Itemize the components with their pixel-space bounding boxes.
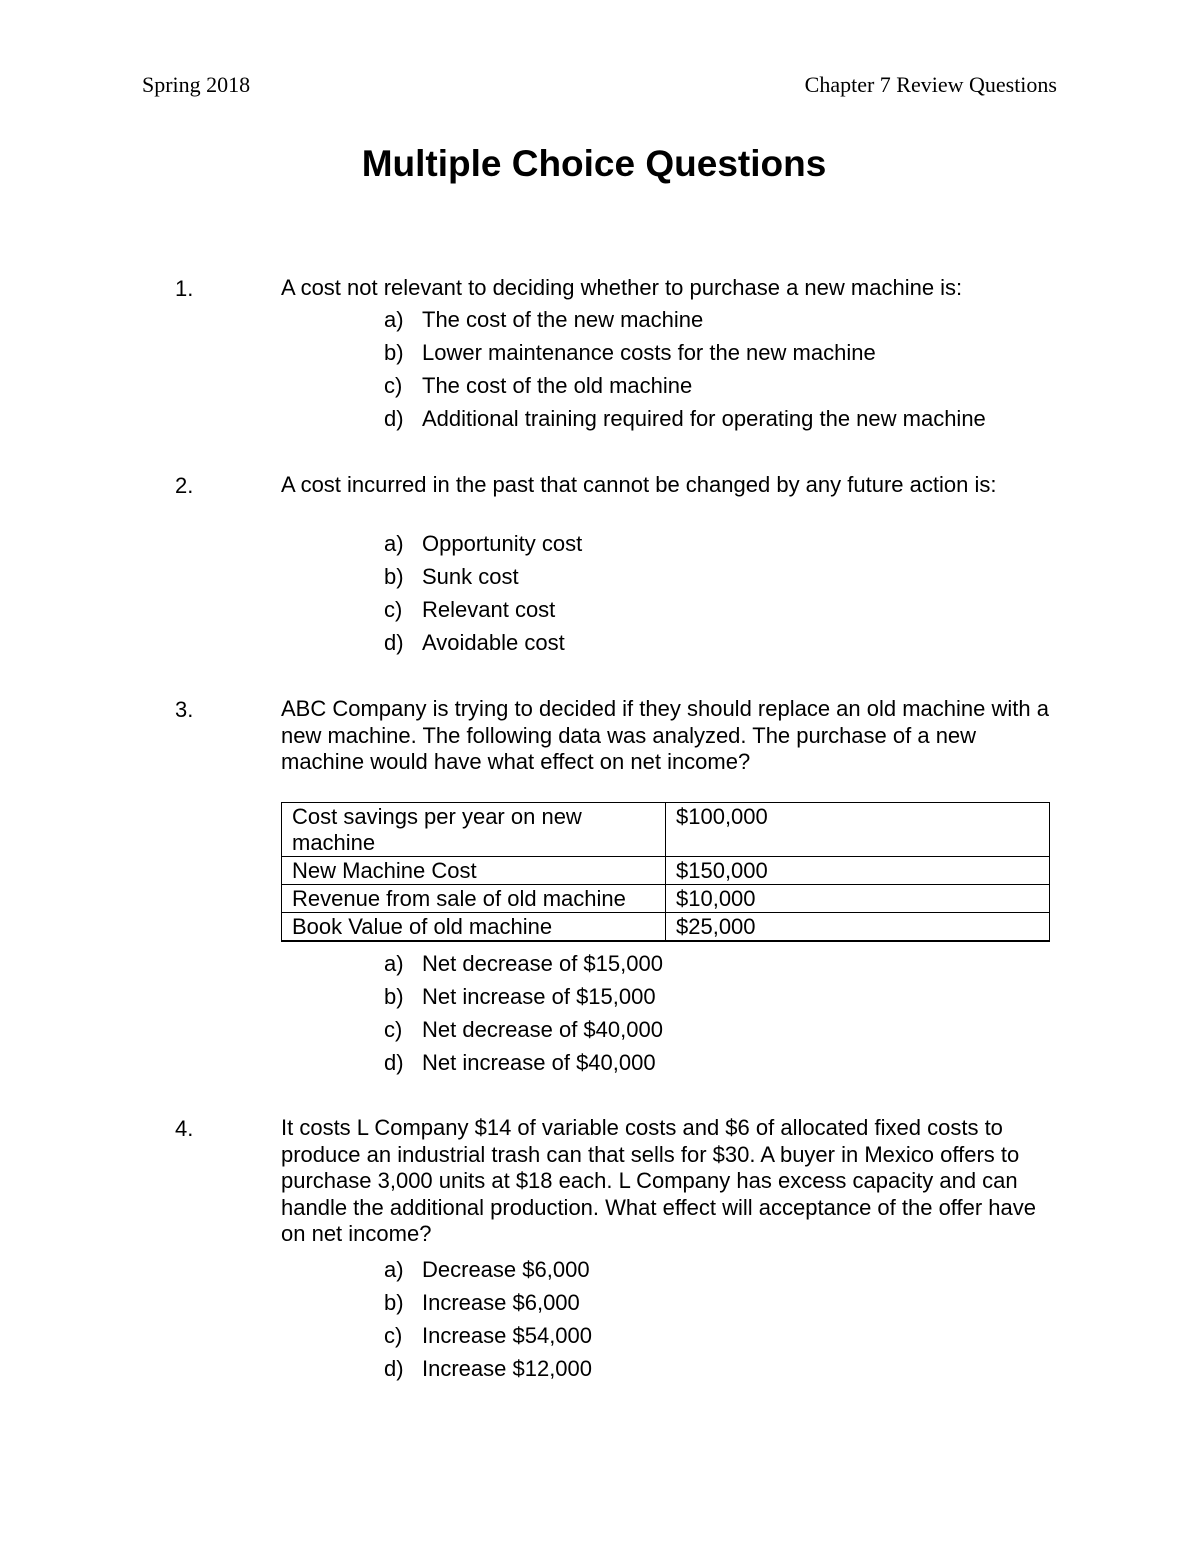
option-a bbox=[384, 1256, 592, 1289]
table-cell-label: Cost savings per year on new machine bbox=[282, 803, 666, 857]
option-text: The cost of the old machine bbox=[422, 373, 693, 398]
table-cell-label: Book Value of old machine bbox=[282, 913, 666, 942]
answer-options bbox=[384, 950, 663, 1082]
question-number: 2. bbox=[175, 473, 194, 498]
header-chapter: Chapter 7 Review Questions bbox=[804, 72, 1057, 97]
table-row bbox=[282, 913, 1050, 942]
option-letter: d) bbox=[384, 630, 404, 655]
option-c bbox=[384, 372, 986, 405]
option-b bbox=[384, 983, 663, 1016]
option-letter: b) bbox=[384, 564, 404, 589]
table-cell-value: $25,000 bbox=[666, 913, 1050, 942]
page-title: Multiple Choice Questions bbox=[361, 143, 827, 184]
table-row bbox=[282, 857, 1050, 885]
option-text: Relevant cost bbox=[422, 597, 556, 622]
option-b bbox=[384, 1289, 592, 1322]
option-text: Increase $6,000 bbox=[422, 1290, 580, 1315]
table-cell-value: $10,000 bbox=[666, 885, 1050, 913]
option-b bbox=[384, 339, 986, 372]
answer-options bbox=[384, 306, 986, 438]
option-c bbox=[384, 1016, 663, 1049]
option-text: Sunk cost bbox=[422, 564, 519, 589]
table-row bbox=[282, 885, 1050, 913]
option-letter: d) bbox=[384, 1356, 404, 1381]
option-text: Lower maintenance costs for the new machine bbox=[422, 340, 876, 365]
option-b bbox=[384, 563, 582, 596]
option-letter: a) bbox=[384, 307, 404, 332]
option-text: Additional training required for operating the new machine bbox=[422, 406, 986, 431]
option-letter: b) bbox=[384, 984, 404, 1009]
answer-options bbox=[384, 1256, 592, 1388]
option-letter: c) bbox=[384, 597, 403, 622]
table-cell-value: $150,000 bbox=[666, 857, 1050, 885]
option-text: Avoidable cost bbox=[422, 630, 565, 655]
table-cell-label: Revenue from sale of old machine bbox=[282, 885, 666, 913]
question-text: ABC Company is trying to decided if they should replace an old machine with a new machine. The following data was analyzed. The purchase of a new machine would have what effect on net income? bbox=[281, 696, 1049, 774]
option-letter: b) bbox=[384, 1290, 404, 1315]
answer-options bbox=[384, 530, 582, 662]
question-number: 3. bbox=[175, 697, 194, 722]
data-table bbox=[281, 802, 1050, 942]
option-text: Net increase of $15,000 bbox=[422, 984, 656, 1009]
option-a bbox=[384, 306, 986, 339]
option-letter: c) bbox=[384, 1323, 403, 1348]
option-c bbox=[384, 596, 582, 629]
question-number: 1. bbox=[175, 276, 194, 301]
option-letter: a) bbox=[384, 1257, 404, 1282]
option-text: Decrease $6,000 bbox=[422, 1257, 590, 1282]
question-text: It costs L Company $14 of variable costs and $6 of allocated fixed costs to produce an industrial trash can that sells for $30. A buyer in Mexico offers to purchase 3,000 units at $18 each. L Company has excess capacity and can handle the additional production. What effect will acceptance of the offer have on net income? bbox=[281, 1115, 1037, 1246]
option-letter: d) bbox=[384, 1050, 404, 1075]
option-a bbox=[384, 530, 582, 563]
option-d bbox=[384, 1049, 663, 1082]
option-text: Net decrease of $40,000 bbox=[422, 1017, 663, 1042]
table-row bbox=[282, 803, 1050, 857]
table-cell-label: New Machine Cost bbox=[282, 857, 666, 885]
option-letter: b) bbox=[384, 340, 404, 365]
option-letter: d) bbox=[384, 406, 404, 431]
option-text: Increase $12,000 bbox=[422, 1356, 593, 1381]
option-d bbox=[384, 405, 986, 438]
option-text: The cost of the new machine bbox=[422, 307, 704, 332]
option-a bbox=[384, 950, 663, 983]
option-d bbox=[384, 1355, 592, 1388]
option-text: Increase $54,000 bbox=[422, 1323, 593, 1348]
option-letter: a) bbox=[384, 531, 404, 556]
option-d bbox=[384, 629, 582, 662]
option-letter: c) bbox=[384, 373, 403, 398]
header-semester: Spring 2018 bbox=[142, 72, 251, 97]
option-c bbox=[384, 1322, 592, 1355]
question-text: A cost incurred in the past that cannot be changed by any future action is: bbox=[281, 472, 997, 497]
question-text: A cost not relevant to deciding whether to purchase a new machine is: bbox=[281, 275, 963, 300]
option-letter: a) bbox=[384, 951, 404, 976]
option-text: Net increase of $40,000 bbox=[422, 1050, 656, 1075]
question-number: 4. bbox=[175, 1116, 194, 1141]
option-text: Opportunity cost bbox=[422, 531, 583, 556]
option-text: Net decrease of $15,000 bbox=[422, 951, 663, 976]
option-letter: c) bbox=[384, 1017, 403, 1042]
table-cell-value: $100,000 bbox=[666, 803, 1050, 857]
